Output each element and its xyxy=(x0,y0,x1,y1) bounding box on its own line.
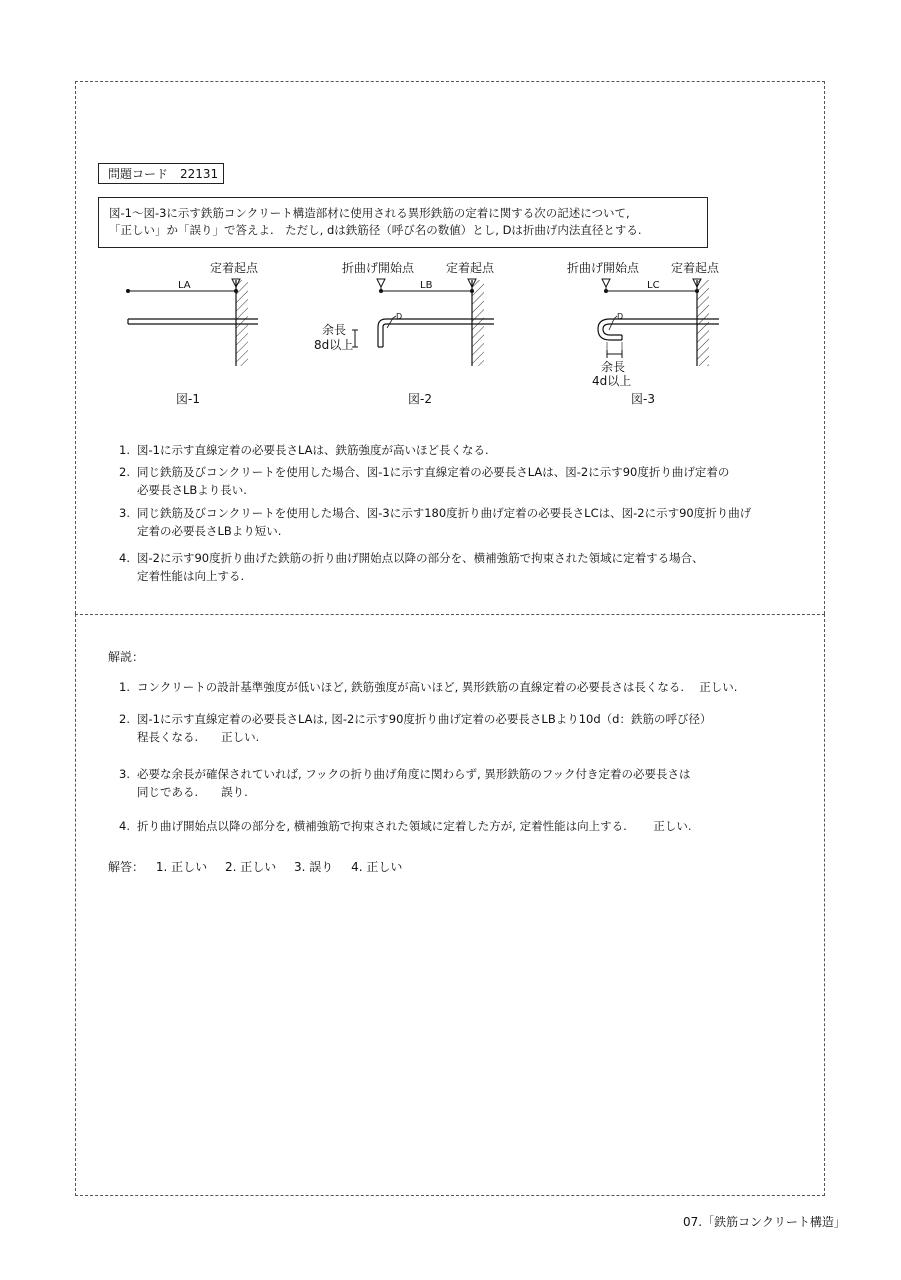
answer-1: 1. 正しい xyxy=(155,860,208,874)
figure-3 xyxy=(567,260,720,406)
statement-line: 図-2に示す90度折り曲げた鉄筋の折り曲げ開始点以降の部分を、横補強筋で拘束された領域に定着する場合、 xyxy=(137,551,704,565)
statement-num: 4. xyxy=(119,551,130,565)
concrete-wall-2 xyxy=(472,280,484,366)
explanation-num: 1. xyxy=(119,680,130,694)
extra-value-2: 8d以上 xyxy=(314,338,354,352)
answers-label: 解答： xyxy=(108,860,145,874)
statement-num: 3. xyxy=(119,506,130,520)
figure-1 xyxy=(126,260,259,406)
length-label-LC: LC xyxy=(647,280,660,291)
answers-row xyxy=(108,858,416,875)
explanation-heading: 解説： xyxy=(108,650,145,664)
answer-3: 3. 誤り xyxy=(294,860,334,874)
caption-fig3: 図-3 xyxy=(631,392,655,406)
bend-label-2: 折曲げ開始点 xyxy=(342,261,415,275)
anchor-label-1: 定着起点 xyxy=(210,261,259,275)
explanation-line: 折り曲げ開始点以降の部分を, 横補強筋で拘束された領域に定着した方が, 定着性能は向上する. 正しい. xyxy=(137,819,692,833)
extra-label-3: 余長 xyxy=(601,360,626,374)
statement-line: 同じ鉄筋及びコンクリートを使用した場合、図-3に示す180度折り曲げ定着の必要長さLCは、図-2に示す90度折り曲げ xyxy=(137,506,752,520)
statement-4 xyxy=(119,549,704,585)
explanation-line: 図-1に示す直線定着の必要長さLAは, 図-2に示す90度折り曲げ定着の必要長さLBより10d（d：鉄筋の呼び径） xyxy=(137,712,712,726)
anchor-label-2: 定着起点 xyxy=(446,261,495,275)
explanation-4 xyxy=(119,817,692,835)
problem-code: 問題コード 22131 xyxy=(98,163,224,184)
concrete-wall-1 xyxy=(236,280,248,366)
statement-3 xyxy=(119,504,751,540)
bend-label-3: 折曲げ開始点 xyxy=(567,261,640,275)
explanation-1 xyxy=(119,678,737,696)
footer-title: 07.「鉄筋コンクリート構造」 xyxy=(683,1215,846,1229)
figure-2 xyxy=(314,260,495,406)
statement-line: 図-1に示す直線定着の必要長さLAは、鉄筋強度が高いほど長くなる. xyxy=(137,443,489,457)
explanation-num: 3. xyxy=(119,767,130,781)
length-label-LA: LA xyxy=(178,280,191,291)
explanation-3 xyxy=(119,765,691,801)
explanation-line: 程長くなる. 正しい. xyxy=(137,730,260,744)
explanation-frame xyxy=(75,614,825,1196)
explanation-num: 2. xyxy=(119,712,130,726)
question-line-2: 「正しい」か「誤り」で答えよ. ただし, dは鉄筋径（呼び名の数値）とし, Dは折曲げ内法直径とする. xyxy=(109,223,642,237)
length-label-LB: LB xyxy=(420,280,433,291)
statement-line: 定着の必要長さLBより短い. xyxy=(137,524,282,538)
question-line-1: 図-1〜図-3に示す鉄筋コンクリート構造部材に使用される異形鉄筋の定着に関する次の記述について, xyxy=(109,206,630,220)
statement-line: 定着性能は向上する. xyxy=(137,569,245,583)
question-box xyxy=(98,197,708,248)
explanation-line: 必要な余長が確保されていれば, フックの折り曲げ角度に関わらず, 異形鉄筋のフック付き定着の必要長さは xyxy=(137,767,691,781)
statement-num: 2. xyxy=(119,465,130,479)
statement-num: 1. xyxy=(119,443,130,457)
concrete-wall-3 xyxy=(697,280,709,366)
d-label-3: D xyxy=(617,312,624,321)
extra-label-2: 余長 xyxy=(322,323,347,337)
caption-fig1: 図-1 xyxy=(176,392,200,406)
explanation-2 xyxy=(119,710,711,746)
figures-area xyxy=(0,250,901,410)
explanation-num: 4. xyxy=(119,819,130,833)
statement-2 xyxy=(119,463,729,499)
answer-2: 2. 正しい xyxy=(224,860,277,874)
explanation-line: 同じである. 誤り. xyxy=(137,785,248,799)
caption-fig2: 図-2 xyxy=(408,392,432,406)
statement-line: 必要長さLBより長い. xyxy=(137,483,247,497)
statement-line: 同じ鉄筋及びコンクリートを使用した場合、図-1に示す直線定着の必要長さLAは、図-2に示す90度折り曲げ定着の xyxy=(137,465,730,479)
extra-value-3: 4d以上 xyxy=(592,374,632,388)
answer-4: 4. 正しい xyxy=(351,860,403,874)
d-label-2: D xyxy=(396,312,403,321)
explanation-line: コンクリートの設計基準強度が低いほど, 鉄筋強度が高いほど, 異形鉄筋の直線定着の必要長さは長くなる. 正しい. xyxy=(137,680,738,694)
statement-1 xyxy=(119,441,489,459)
anchor-label-3: 定着起点 xyxy=(671,261,720,275)
